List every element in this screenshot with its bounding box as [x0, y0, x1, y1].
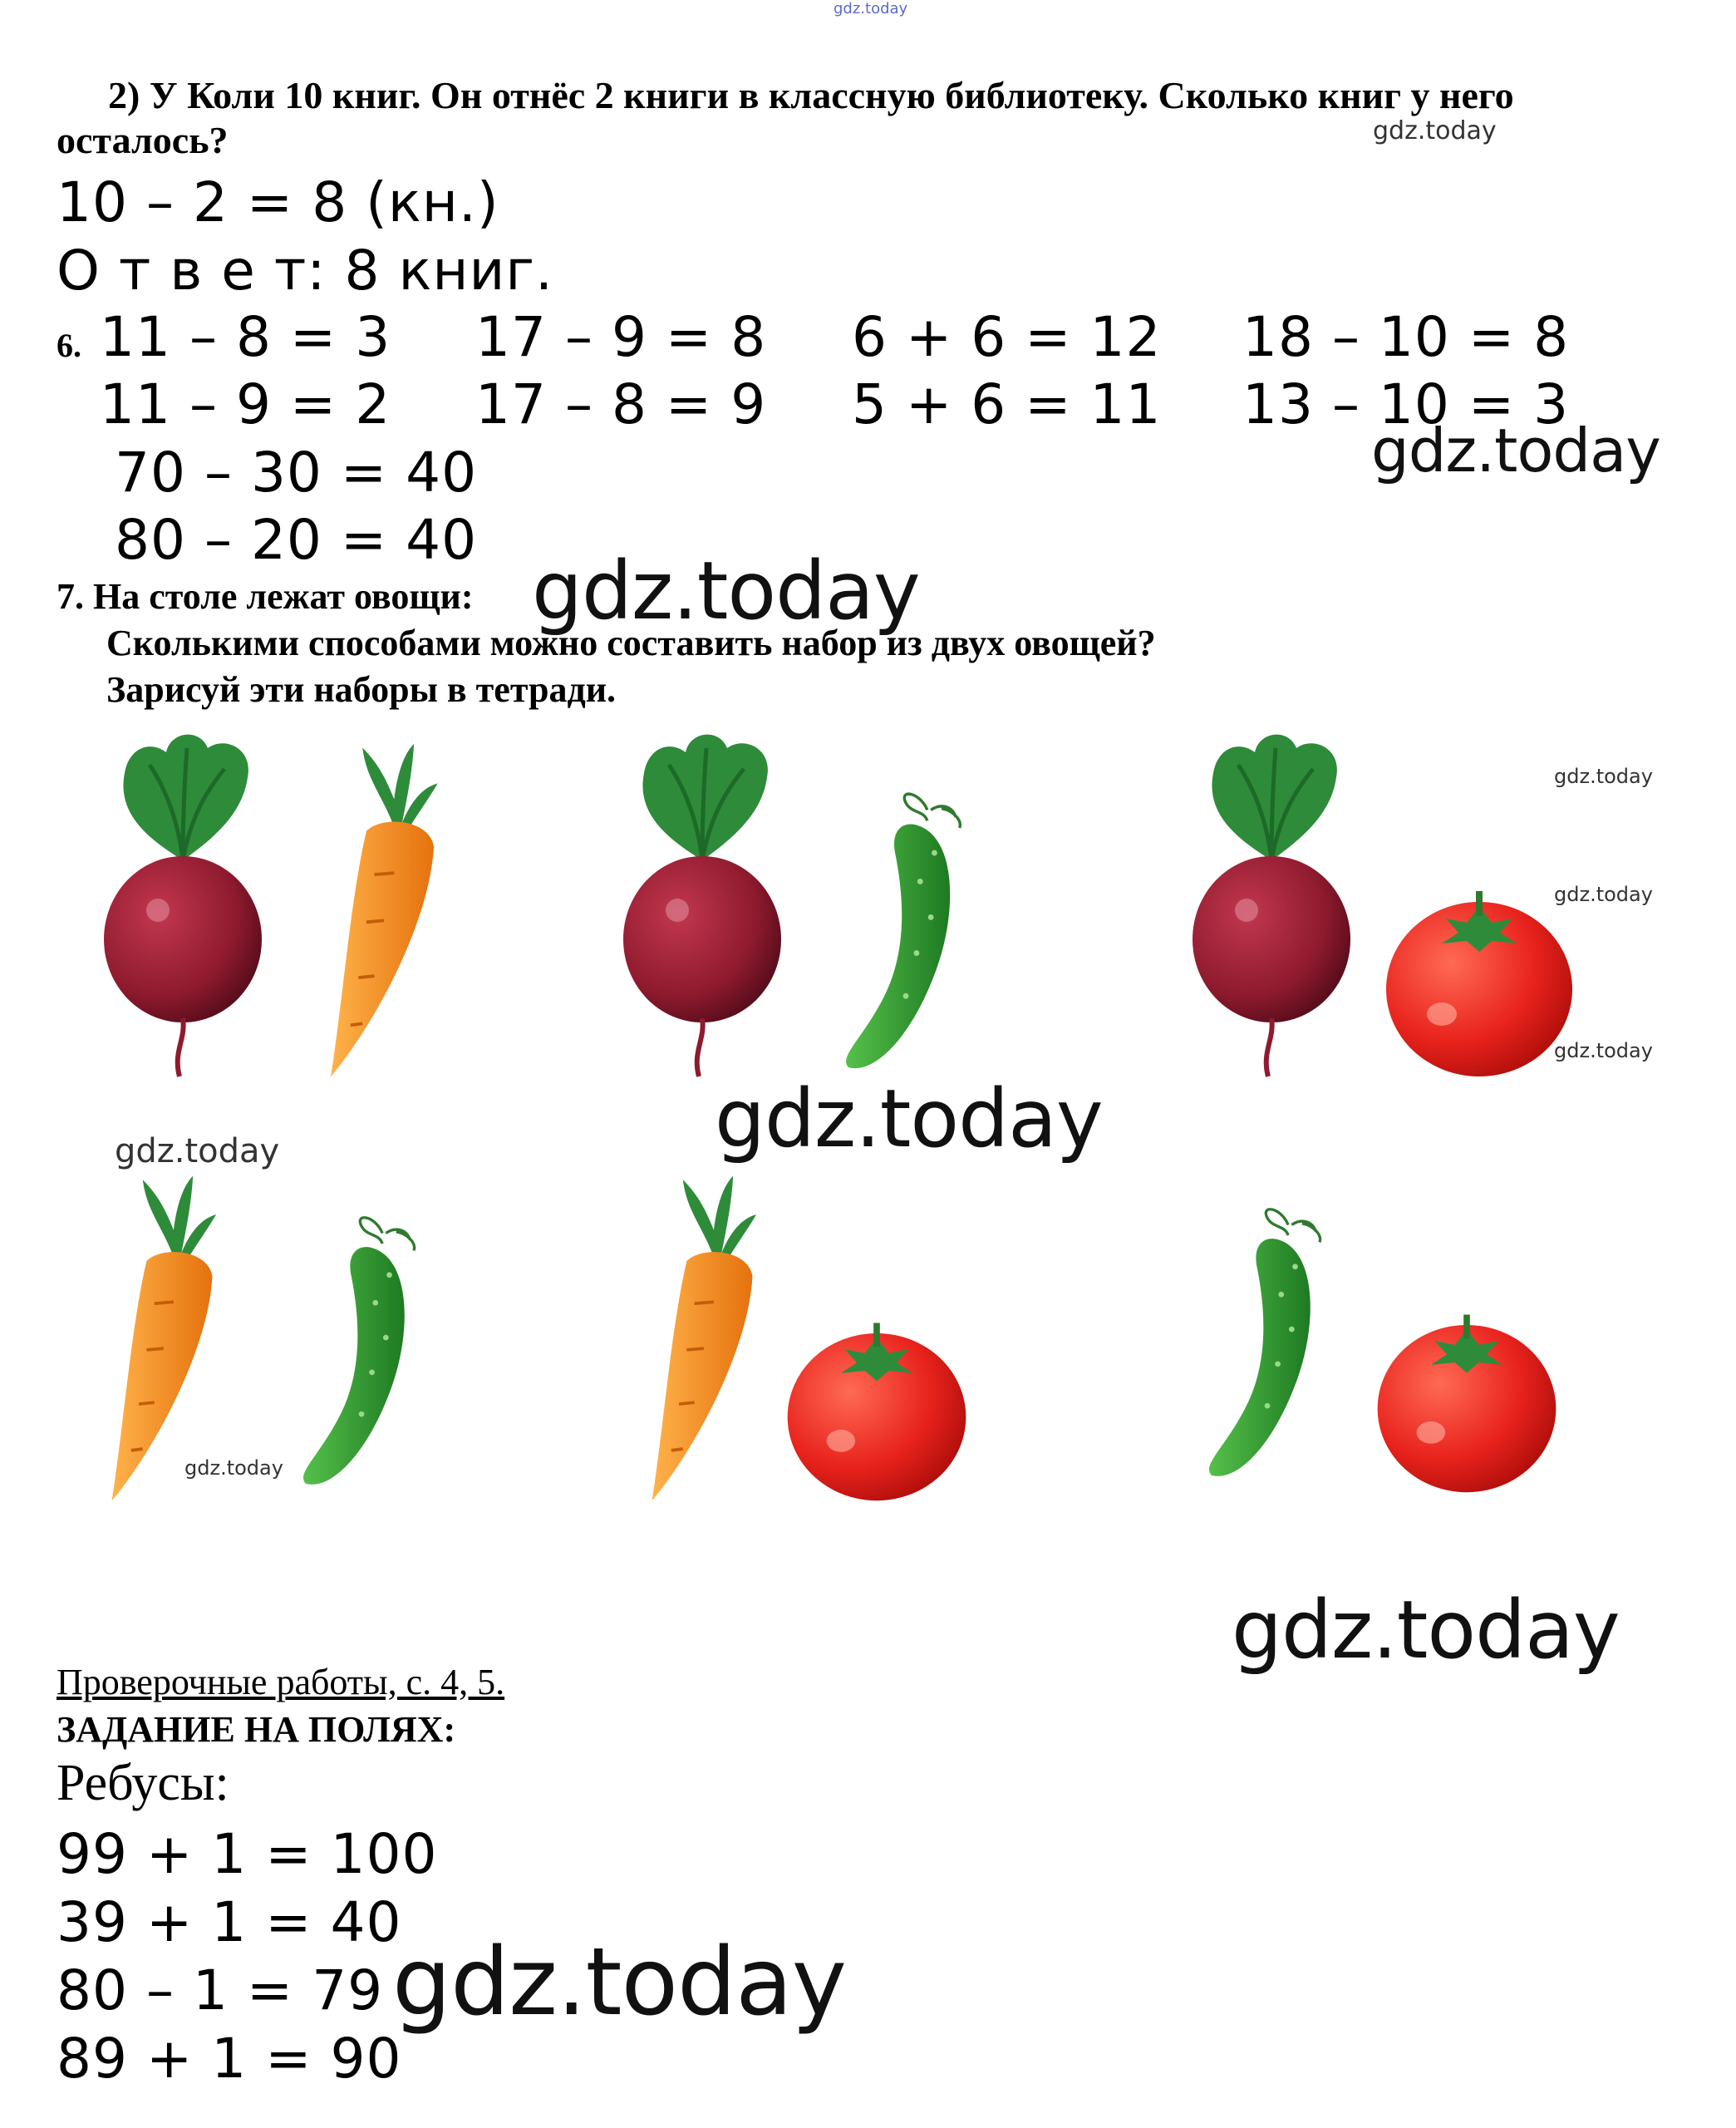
task6-extra1: 70 – 30 = 40 — [115, 441, 478, 505]
task6-r2c2: 17 – 8 = 9 — [475, 372, 767, 436]
source-reference — [57, 1661, 504, 1703]
rebus-subtitle: Ребусы: — [57, 1755, 229, 1811]
task6-r1c4: 18 – 10 = 8 — [1242, 305, 1570, 369]
cucumber-icon — [1209, 1209, 1320, 1476]
task7-line1: 7. На столе лежат овощи: — [57, 576, 474, 617]
watermark-large: gdz.today — [532, 544, 920, 638]
tomato-icon — [788, 1323, 966, 1501]
pair-beet-carrot — [100, 723, 482, 1089]
pair-beet-cucumber — [619, 723, 1035, 1089]
watermark-small: gdz.today — [1554, 883, 1653, 906]
task2-text-line1: 2) У Коли 10 книг. Он отнёс 2 книги в классную библиотеку. Сколько книг у него — [108, 74, 1514, 116]
pair-beet-tomato — [1188, 723, 1587, 1089]
watermark-small: gdz.today — [1554, 1039, 1653, 1062]
pair-carrot-tomato — [623, 1172, 989, 1505]
task6-r1c2: 17 – 9 = 8 — [475, 305, 767, 369]
pair-cucumber-tomato — [1180, 1197, 1579, 1505]
beet-icon — [1193, 735, 1350, 1076]
task2-solution: 10 – 2 = 8 (кн.) — [57, 170, 499, 234]
task6-number: 6. — [57, 327, 81, 364]
rebus-line-4: 89 + 1 = 90 — [57, 2027, 402, 2091]
beet-icon — [104, 735, 262, 1076]
header-watermark: gdz.today — [834, 0, 908, 17]
task6-extra2: 80 – 20 = 40 — [115, 508, 478, 572]
carrot-icon — [331, 744, 438, 1076]
task7-line2: Сколькими способами можно составить набор из двух овощей? — [106, 623, 1156, 663]
pair-carrot-cucumber — [83, 1172, 482, 1505]
watermark-large: gdz.today — [1232, 1584, 1620, 1677]
carrot-icon — [112, 1176, 217, 1501]
watermark-small: gdz.today — [184, 1456, 283, 1480]
task6-r1c1: 11 – 8 = 3 — [100, 305, 391, 369]
task6-r2c1: 11 – 9 = 2 — [100, 372, 391, 436]
watermark-large: gdz.today — [715, 1072, 1103, 1165]
task7-line3: Зарисуй эти наборы в тетради. — [106, 669, 617, 710]
cucumber-icon — [303, 1218, 415, 1485]
watermark-large: gdz.today — [1371, 416, 1660, 485]
task6-r2c3: 5 + 6 = 11 — [852, 372, 1162, 436]
tomato-icon — [1378, 1315, 1556, 1493]
cucumber-icon — [846, 794, 960, 1068]
rebus-line-3: 80 – 1 = 79 — [57, 1958, 384, 2022]
task2-text-line2: осталось? — [57, 119, 229, 161]
watermark-small: gdz.today — [115, 1132, 280, 1170]
task6-r1c3: 6 + 6 = 12 — [852, 305, 1162, 369]
task2-answer: О т в е т: 8 книг. — [57, 239, 554, 303]
margin-task-title: ЗАДАНИЕ НА ПОЛЯХ: — [57, 1709, 456, 1750]
watermark-small: gdz.today — [1554, 765, 1653, 788]
rebus-line-2: 39 + 1 = 40 — [57, 1890, 402, 1954]
carrot-icon — [652, 1176, 757, 1501]
watermark-large: gdz.today — [392, 1928, 847, 2037]
beet-icon — [623, 735, 781, 1076]
source-reference-text: Проверочные работы, с. 4, 5. — [57, 1662, 505, 1702]
rebus-line-1: 99 + 1 = 100 — [57, 1822, 438, 1886]
task6-r2c4: 13 – 10 = 3 — [1242, 372, 1570, 436]
tomato-icon — [1386, 891, 1572, 1076]
watermark-small: gdz.today — [1373, 116, 1497, 145]
